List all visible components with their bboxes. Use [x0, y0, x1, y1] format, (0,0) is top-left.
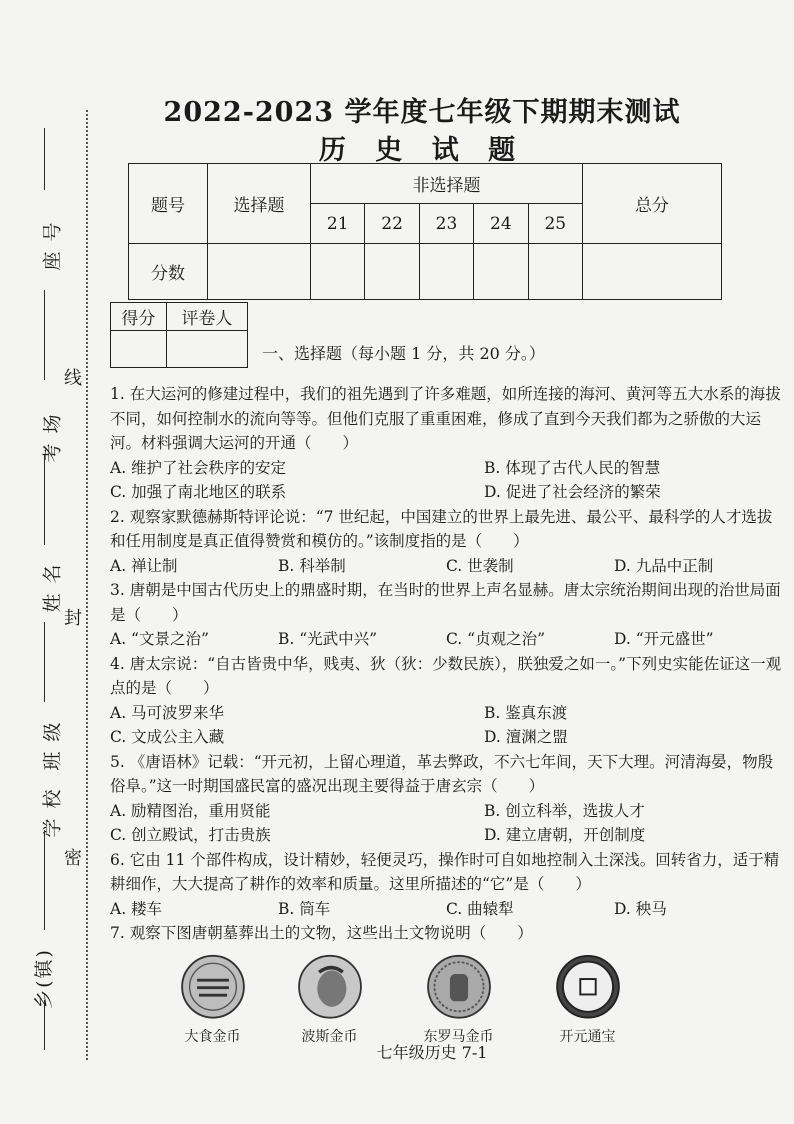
q4-option-a[interactable]: A. 马可波罗来华 — [110, 703, 225, 722]
kaiyuan-coin-icon — [554, 954, 622, 1020]
q4-option-b[interactable]: B. 鉴真东渡 — [484, 703, 568, 722]
q5-option-b[interactable]: B. 创立科举，选拔人才 — [484, 801, 645, 820]
page-footer: 七年级历史 7-1 — [376, 1043, 488, 1062]
question-6-stem: 6. 它由 11 个部件构成，设计精妙，轻便灵巧，操作时可自如地控制入土深浅。回转省力，适于精耕细作，大大提高了耕作的效率和质量。这里所描述的“它”是（ ） — [110, 850, 780, 893]
coin-label-kaiyuan: 开元通宝 — [559, 1029, 616, 1045]
question-4-stem: 4. 唐太宗说：“自古皆贵中华，贱夷、狄（狄：少数民族），朕独爱之如一。”下列史实能佐证这一观点的是（ ） — [110, 654, 782, 697]
question-7-stem: 7. 观察下图唐朝墓葬出土的文物，这些出土文物说明（ ） — [110, 924, 533, 942]
col-24: 24 — [474, 204, 528, 244]
margin-line-name — [44, 455, 45, 545]
grader-score-header: 得分 — [111, 303, 167, 331]
q5-option-d[interactable]: D. 建立唐朝，开创制度 — [484, 826, 646, 844]
question-1-options — [110, 456, 782, 505]
coin-label-dongluoma: 东罗马金币 — [423, 1029, 494, 1045]
seal-line-char: 线 — [64, 360, 82, 394]
score-cell-23[interactable] — [419, 244, 473, 300]
score-cell-24[interactable] — [474, 244, 528, 300]
coin-label-bosi: 波斯金币 — [301, 1029, 358, 1045]
name-label: 姓名 — [41, 554, 64, 613]
q6-option-a[interactable]: A. 耧车 — [110, 899, 163, 918]
total-header: 总分 — [583, 164, 722, 244]
col-25: 25 — [528, 204, 582, 244]
q2-option-b[interactable]: B. 科举制 — [278, 556, 346, 575]
section-title: 一、选择题（每小题 1 分，共 20 分。） — [262, 344, 545, 363]
dashi-coin-icon — [178, 954, 248, 1020]
margin-line-room — [44, 290, 45, 380]
q3-option-d[interactable]: D. “开元盛世” — [614, 630, 714, 648]
town-label: 乡(镇) — [32, 948, 55, 1009]
grader-name-cell[interactable] — [166, 331, 247, 368]
class-label: 班级 — [41, 712, 64, 771]
q3-option-a[interactable]: A. “文景之治” — [110, 630, 209, 648]
q3-option-b[interactable]: B. “光武中兴” — [278, 630, 378, 648]
score-cell-choice[interactable] — [208, 244, 311, 300]
q6-option-d[interactable]: D. 秧马 — [614, 899, 667, 918]
q1-option-c[interactable]: C. 加强了南北地区的联系 — [110, 483, 287, 501]
question-1-stem: 1. 在大运河的修建过程中，我们的祖先遇到了许多难题，如所连接的海河、黄河等五大水系的海拔不同，如何控制水的流向等等。但他们克服了重重困难，修成了直到今天我们都为之骄傲的大运河。材料强调大运河的开通（ ） — [110, 385, 781, 452]
bosi-coin-icon — [294, 954, 366, 1020]
choice-header: 选择题 — [208, 164, 311, 244]
q6-option-c[interactable]: C. 曲辕犁 — [446, 899, 514, 918]
q4-option-d[interactable]: D. 澶渊之盟 — [484, 728, 568, 746]
score-table — [128, 163, 722, 300]
questions — [110, 382, 782, 1050]
seal-seal-char: 封 — [64, 600, 82, 634]
col-22: 22 — [365, 204, 419, 244]
seal-dotted-line — [86, 110, 88, 1060]
q4-option-c[interactable]: C. 文成公主入藏 — [110, 728, 225, 746]
school-label: 学校 — [41, 779, 64, 838]
coin-figures — [110, 954, 782, 1050]
grader-score-cell[interactable] — [111, 331, 167, 368]
question-5-stem: 5. 《唐语林》记载：“开元初，上留心理道，革去弊政，不六七年间，天下大理。河清海晏，物殷俗阜。”这一时期国盛民富的盛况出现主要得益于唐玄宗（ ） — [110, 752, 774, 795]
q5-option-a[interactable]: A. 励精图治，重用贤能 — [110, 801, 271, 820]
coin-dashi — [154, 954, 271, 1050]
question-5-options — [110, 799, 782, 848]
q5-option-c[interactable]: C. 创立殿试，打击贵族 — [110, 826, 271, 844]
subject-title: 历 史 试 题 — [318, 135, 526, 166]
col-21: 21 — [311, 204, 365, 244]
coin-bosi — [271, 954, 388, 1050]
q6-option-b[interactable]: B. 筒车 — [278, 899, 331, 918]
question-6-options — [110, 897, 782, 922]
non-choice-header: 非选择题 — [311, 164, 583, 204]
score-cell-total[interactable] — [583, 244, 722, 300]
score-row-label: 分数 — [129, 244, 208, 300]
q-num-header: 题号 — [129, 164, 208, 244]
coin-dongluoma — [400, 954, 517, 1050]
q1-option-d[interactable]: D. 促进了社会经济的繁荣 — [484, 483, 661, 501]
question-3-options — [110, 627, 782, 652]
q2-option-a[interactable]: A. 禅让制 — [110, 556, 178, 575]
grader-table — [110, 302, 248, 368]
seal-secret-char: 密 — [64, 840, 82, 874]
margin-line-school — [44, 830, 45, 930]
q2-option-c[interactable]: C. 世袭制 — [446, 556, 514, 575]
question-3-stem: 3. 唐朝是中国古代历史上的鼎盛时期，在当时的世界上声名显赫。唐太宗统治期间出现的治世局面是（ ） — [110, 581, 781, 624]
exam-room-label: 考场 — [41, 404, 64, 463]
dongluoma-coin-icon — [423, 954, 495, 1020]
coin-label-dashi: 大食金币 — [184, 1029, 241, 1045]
col-23: 23 — [419, 204, 473, 244]
margin-line-class — [44, 622, 45, 702]
question-4-options — [110, 701, 782, 750]
exam-title: 2022-2023 学年度七年级下期期末测试 — [163, 97, 681, 128]
question-2-stem: 2. 观察家默德赫斯特评论说：“7 世纪起，中国建立的世界上最先进、最公平、最科学的人才选拔和任用制度是真正值得赞赏和模仿的。”该制度指的是（ ） — [110, 507, 773, 550]
question-2-options — [110, 554, 782, 579]
grader-name-header: 评卷人 — [166, 303, 247, 331]
seat-label: 座号 — [41, 212, 64, 271]
q1-option-a[interactable]: A. 维护了社会秩序的安定 — [110, 458, 287, 477]
q2-option-d[interactable]: D. 九品中正制 — [614, 556, 714, 575]
q3-option-c[interactable]: C. “贞观之治” — [446, 630, 546, 648]
score-cell-25[interactable] — [528, 244, 582, 300]
score-cell-21[interactable] — [311, 244, 365, 300]
score-cell-22[interactable] — [365, 244, 419, 300]
q1-option-b[interactable]: B. 体现了古代人民的智慧 — [484, 458, 661, 477]
coin-kaiyuan — [529, 954, 646, 1050]
